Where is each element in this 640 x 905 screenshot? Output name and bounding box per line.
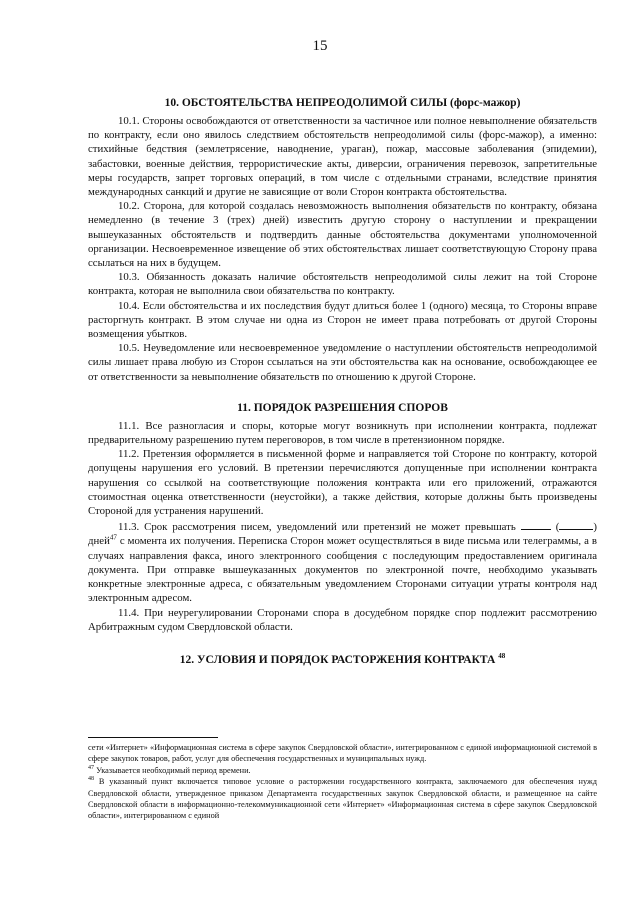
page-number: 15 bbox=[312, 38, 328, 54]
paragraph-11-1: 11.1. Все разногласия и споры, которые могут возникнуть при исполнении контракта, подлежат предварительному разрешению путем переговоров, в том числе в претензионном порядке. bbox=[88, 419, 597, 447]
footnotes bbox=[88, 737, 597, 822]
footnote-ref-48[interactable]: 48 bbox=[498, 652, 506, 661]
paragraph-11-4: 11.4. При неурегулировании Сторонами спора в досудебном порядке спор подлежит рассмотрению Арбитражным судом Свердловской области. bbox=[88, 606, 597, 633]
paren-open: ( bbox=[555, 521, 560, 534]
section-11-heading: 11. ПОРЯДОК РАЗРЕШЕНИЯ СПОРОВ bbox=[237, 401, 448, 414]
paragraph-11-3-start: 11.3. Срок рассмотрения писем, уведомлений или претензий не может превышать bbox=[118, 521, 516, 534]
footnote-48-mark: 48 bbox=[88, 776, 94, 783]
blank-line bbox=[521, 518, 551, 530]
paragraph-11-3-days: ) дней bbox=[88, 521, 597, 548]
document-body bbox=[88, 86, 597, 668]
section-12-heading-text: 12. УСЛОВИЯ И ПОРЯДОК РАСТОРЖЕНИЯ КОНТРАКТА bbox=[179, 653, 496, 666]
paragraph-10-3: 10.3. Обязанность доказать наличие обстоятельств непреодолимой силы лежит на той Стороне контракта, которая не выполнила свои обязательства по контракту. bbox=[88, 271, 597, 298]
paragraph-10-5: 10.5. Неуведомление или несвоевременное уведомление о наступлении обстоятельств непреодолимой силы лишает права любую из Сторон ссылаться на эти обстоятельства как на основание, освобождающее ее от ответственности за невыполнение обязательств по отношению к другой Стороне. bbox=[88, 342, 597, 383]
footnote-47-text: Указывается необходимый период времени. bbox=[94, 765, 251, 775]
paragraph-10-2: 10.2. Сторона, для которой создалась невозможность выполнения обязательств по контракту, обязана немедленно (в течение 3 (трех) дней) известить другую сторону о наступлении и прекращении вышеуказанных обстоятельств и подтвердить данные обстоятельства документами уполномоченной организации. Несвоевременное извещение об этих обстоятельствах лишает соответствующую Сторону права ссылаться на них в будущем. bbox=[88, 200, 597, 270]
footnote-48 bbox=[88, 776, 597, 822]
footnote-continuation: сети «Интернет» «Информационная система в сфере закупок Свердловской области», интегрированном с единой информационной системой в сфере закупок товаров, работ, услуг для обеспечения государственных и муниципальных нужд. bbox=[88, 743, 597, 764]
footnote-47 bbox=[88, 765, 597, 776]
section-10-heading: 10. ОБСТОЯТЕЛЬСТВА НЕПРЕОДОЛИМОЙ СИЛЫ (форс-мажор) bbox=[164, 97, 521, 109]
blank-line bbox=[559, 518, 593, 530]
footnote-48-text: В указанный пункт включается типовое условие о расторжении государственного контракта, заключаемого для обеспечения нужд Свердловской области, утвержденное приказом Департамента государственных закупок Свердловской области, и размещенное на сайте Свердловской области в информационно-телекоммуникационной сети «Интернет» «Информационная система в сфере закупок Свердловской области», интегрированном с единой bbox=[88, 777, 597, 821]
footnote-separator bbox=[88, 737, 218, 738]
paragraph-10-4: 10.4. Если обстоятельства и их последствия будут длиться более 1 (одного) месяца, то Стороны вправе расторгнуть контракт. В этом случае ни одна из Сторон не имеет права потребовать от другой Стороны возмещения убытков. bbox=[88, 299, 597, 341]
paragraph-10-1: 10.1. Стороны освобождаются от ответственности за частичное или полное невыполнение обязательств по контракту, если оно явилось следствием обстоятельств непреодолимой силы (форс-мажор), а именно: стихийные бедствия (землетрясение, наводнение, ураган), пожар, массовые заболевания (эпидемии), забастовки, военные действия, террористические акты, диверсии, ограничения перевозок, запретительные меры государств, запрет торговых операций, в том числе с отдельными странами, вследствие принятия международных санкций и другие не зависящие от воли Сторон контракта обстоятельства. bbox=[88, 115, 597, 199]
footnote-ref-47[interactable]: 47 bbox=[109, 533, 117, 542]
paragraph-11-3-end: с момента их получения. Переписка Сторон может осуществляться в виде письма или телеграммы, а в случаях направления факса, иного электронного сообщения с последующим предоставлением оригинала документа. При отправке вышеуказанных документов по электронной почте, необходимо указывать конкретные электронные адреса, с обязательным уведомлением Сторонами ситуации утраты контроля над электронным адресом. bbox=[88, 535, 597, 605]
footnote-47-mark: 47 bbox=[88, 765, 94, 772]
section-12-heading bbox=[88, 652, 597, 668]
paragraph-11-3 bbox=[88, 518, 597, 605]
paragraph-11-2: 11.2. Претензия оформляется в письменной форме и направляется той Стороне по контракту, которой допущены нарушения его условий. В претензии перечисляются допущенные при исполнении контракта нарушения со ссылкой на соответствующие положения контракта или его приложений, отражаются стоимостная оценка ответственности (неустойки), а также действия, которые должны быть произведены Стороной для устранения нарушений. bbox=[88, 448, 597, 518]
